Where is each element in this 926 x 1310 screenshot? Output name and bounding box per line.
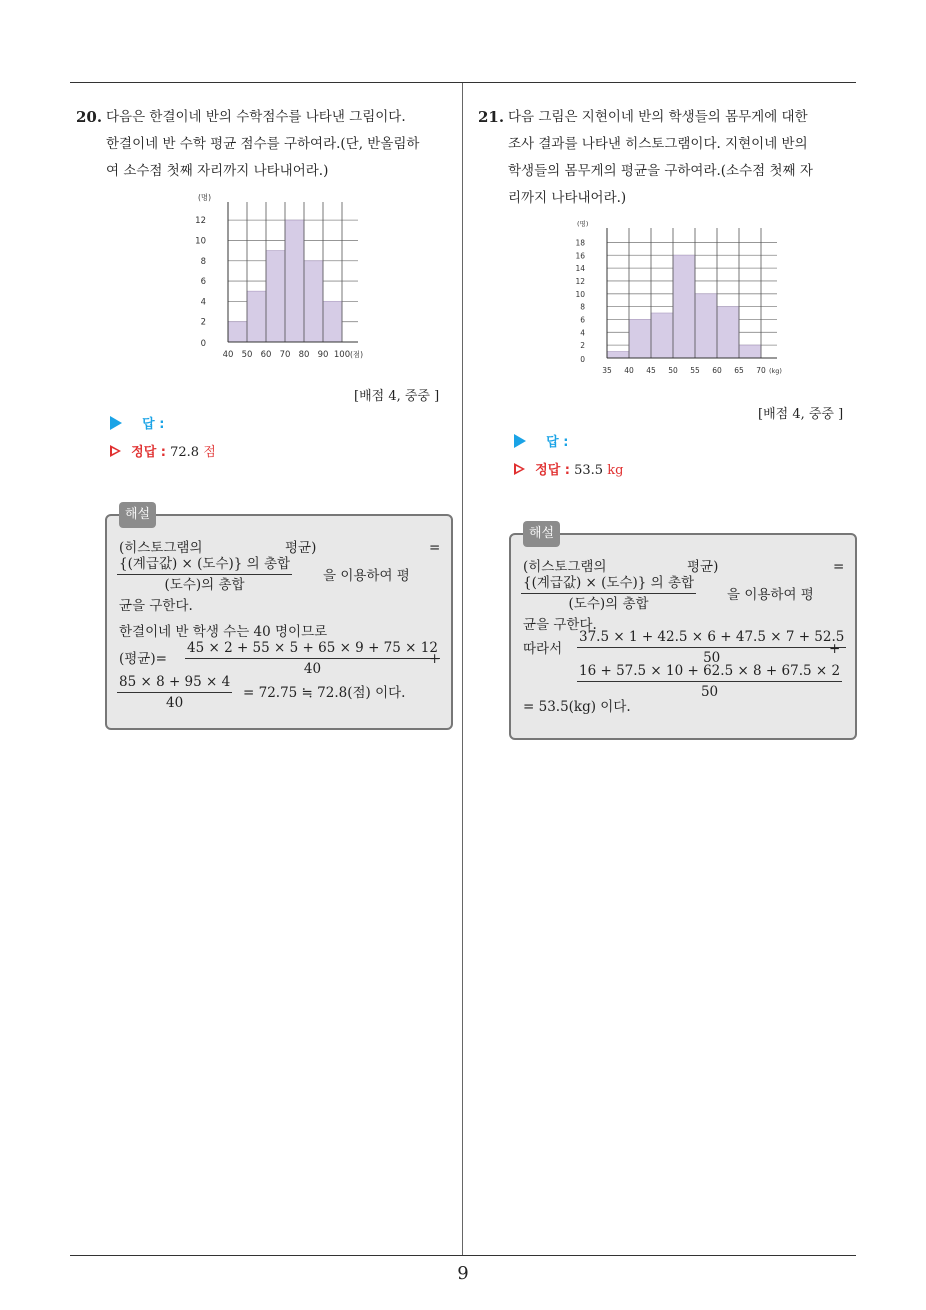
x-tick-label: 50 [241,350,253,360]
problem-text-line: 다음은 한결이네 반의 수학점수를 나타낸 그림이다. [106,109,406,125]
correct-answer-unit: 점 [203,445,216,460]
formula-mid: 평균) [687,559,719,575]
formula-lhs: (히스토그램의 [119,540,203,556]
y-tick-label: 8 [580,302,585,312]
fraction-denominator: 40 [303,661,322,677]
x-tick-label: 70 [279,350,291,360]
histogram-bar [739,345,761,358]
formula-fraction [117,554,292,595]
plus-sign: + [829,641,841,657]
page-number: 9 [457,1263,469,1284]
solution-line: 균을 구한다. [119,598,193,614]
fraction-numerator: 45 × 2 + 55 × 5 + 65 × 9 + 75 × 12 [185,638,440,659]
x-tick-label: 50 [668,366,678,375]
histogram-bar [607,352,629,358]
problem-20 [76,104,456,185]
y-unit-label: (명) [577,220,589,228]
since-label: 따라서 [523,641,563,657]
histogram-bar [247,291,266,342]
fraction-denominator: 40 [166,695,184,711]
solution-line: 균을 구한다. [523,617,597,633]
column-divider [462,83,463,1255]
x-tick-label: 90 [317,350,329,360]
outline-triangle-icon [514,463,525,475]
answer-label: 답 : [546,435,569,450]
histogram-weights [575,220,787,382]
x-tick-label: 55 [690,366,700,375]
histogram-math-scores [190,192,380,368]
histogram-bar [717,307,739,358]
correct-answer-label: 정답 : [535,463,570,478]
x-tick-label: 45 [646,366,656,375]
x-tick-label: 100 [333,350,351,360]
formula-mid: 평균) [285,540,317,556]
solution-box-20 [105,507,453,730]
histogram-bar [304,261,323,342]
histogram-bar [285,220,304,342]
correct-answer-row [110,441,216,460]
score-difficulty: [배점 4, 중중 ] [758,407,844,422]
y-tick-label: 16 [575,251,585,261]
formula-denominator: (도수)의 총합 [568,596,649,612]
fraction-numerator: 85 × 8 + 95 × 4 [117,672,232,693]
x-tick-label: 60 [712,366,722,375]
y-tick-label: 2 [200,317,206,328]
average-label: (평균)= [119,651,167,667]
fraction-denominator: 50 [700,684,719,700]
y-unit-label: (명) [198,193,212,202]
top-rule [70,82,856,83]
x-tick-label: 80 [298,350,310,360]
problem-number: 21. [478,108,505,126]
problem-text-line: 리까지 나타내어라.) [508,190,627,206]
fraction-denominator: 50 [703,650,721,666]
problem-text-line: 학생들의 몸무게의 평균을 구하여라.(소수점 첫째 자 [508,163,813,179]
problem-text-line: 한결이네 반 수학 평균 점수를 구하여라.(단, 반올림하 [106,136,420,152]
bottom-rule [70,1255,856,1256]
solution-box-21 [509,526,857,740]
y-tick-label: 18 [575,238,585,248]
x-unit-label: (점) [350,350,364,359]
histogram-bar [228,322,247,342]
histogram-bar [266,251,285,342]
formula-tail: 을 이용하여 평 [727,587,814,603]
solution-line: 한결이네 반 학생 수는 40 명이므로 [119,624,328,640]
x-tick-label: 40 [624,366,634,375]
answer-row [110,413,164,432]
formula-eq: = [429,540,441,556]
y-tick-label: 0 [200,339,206,349]
x-tick-label: 40 [222,350,234,360]
plus-sign: + [429,651,441,667]
solution-tag: 해설 [119,502,156,528]
y-tick-label: 0 [580,355,585,364]
formula-fraction [521,573,696,614]
x-tick-label: 35 [602,366,612,375]
score-difficulty: [배점 4, 중중 ] [354,389,440,404]
formula-lhs: (히스토그램의 [523,559,607,575]
average-fraction-2 [117,672,232,713]
x-tick-label: 65 [734,366,744,375]
fraction-numerator: 37.5 × 1 + 42.5 × 6 + 47.5 × 7 + 52.5 [577,627,846,648]
x-tick-label: 60 [260,350,272,360]
formula-numerator: {(계급값) × (도수)} 의 총합 [521,573,696,594]
average-fraction-2 [577,661,842,702]
problem-number: 20. [76,108,103,126]
formula-eq: = [833,559,845,575]
y-tick-label: 6 [200,277,206,288]
histogram-bar [673,255,695,358]
y-tick-label: 2 [580,341,585,351]
histogram-bar [695,294,717,358]
y-tick-label: 14 [575,264,585,274]
y-tick-label: 8 [200,256,206,267]
correct-answer-value: 53.5 [574,463,604,478]
y-tick-label: 12 [575,276,585,286]
solution-result: = 72.75 ≒ 72.8(점) 이다. [243,685,406,701]
correct-answer-unit: kg [607,463,624,478]
y-tick-label: 10 [195,236,206,247]
problem-21 [478,104,858,212]
solution-result: = 53.5(kg) 이다. [523,699,631,715]
play-arrow-icon [514,434,526,448]
y-tick-label: 4 [580,328,585,338]
y-tick-label: 4 [200,297,206,308]
problem-text-line: 여 소수점 첫째 자리까지 나타내어라.) [106,163,329,179]
outline-triangle-icon [110,445,121,457]
x-tick-label: 70 [756,366,766,375]
solution-tag: 해설 [523,521,560,547]
y-tick-label: 6 [580,315,585,325]
histogram-bar [651,313,673,358]
x-unit-label: (kg) [769,367,782,375]
y-tick-label: 12 [195,216,206,227]
correct-answer-label: 정답 : [131,445,166,460]
play-arrow-icon [110,416,122,430]
formula-tail: 을 이용하여 평 [323,568,410,584]
fraction-numerator: 16 + 57.5 × 10 + 62.5 × 8 + 67.5 × 2 [577,661,842,682]
correct-answer-value: 72.8 [170,445,200,460]
answer-row [514,431,568,450]
y-tick-label: 10 [575,289,585,299]
formula-denominator: (도수)의 총합 [164,577,245,593]
answer-label: 답 : [142,417,165,432]
correct-answer-row [514,459,623,478]
problem-text-line: 다음 그림은 지현이네 반의 학생들의 몸무게에 대한 [508,109,808,125]
histogram-bar [629,319,651,358]
histogram-bar [323,301,342,342]
problem-text-line: 조사 결과를 나타낸 히스토그램이다. 지현이네 반의 [508,136,808,152]
formula-numerator: {(계급값) × (도수)} 의 총합 [117,554,292,575]
